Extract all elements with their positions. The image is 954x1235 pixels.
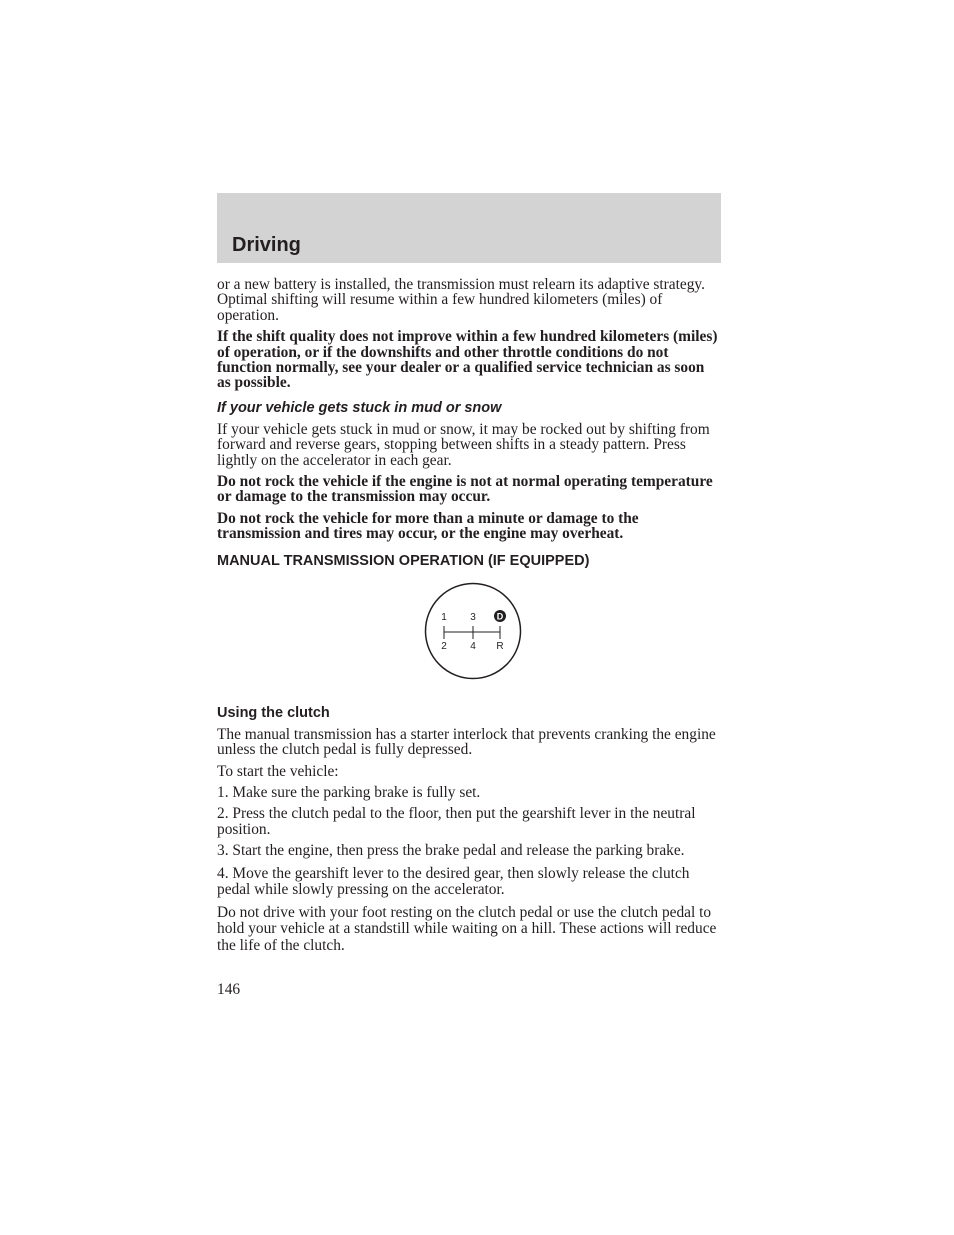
page-content — [217, 277, 721, 954]
gear-label-4: 4 — [470, 640, 476, 652]
section-title: Driving — [232, 234, 301, 256]
shift-pattern-diagram — [217, 581, 721, 687]
step-1: 1. Make sure the parking brake is fully set. — [217, 783, 481, 801]
gear-label-r: R — [496, 640, 504, 652]
paragraph-clutch-caution: Do not drive with your foot resting on the clutch pedal or use the clutch pedal to hold your vehicle at a standstill while waiting on a hill. These actions will reduce the life of the clutch. — [217, 903, 717, 954]
gear-label-1: 1 — [441, 611, 447, 623]
step-3: 3. Start the engine, then press the brake pedal and release the parking brake. — [217, 842, 685, 860]
heading-stuck-in-mud: If your vehicle gets stuck in mud or snow — [217, 399, 502, 416]
heading-manual-transmission: MANUAL TRANSMISSION OPERATION (IF EQUIPPED) — [217, 552, 590, 569]
gear-label-d: D — [496, 611, 504, 622]
step-2: 2. Press the clutch pedal to the floor, then put the gearshift lever in the neutral position. — [217, 805, 696, 838]
paragraph-rock-temperature-warning: Do not rock the vehicle if the engine is not at normal operating temperature or damage to the transmission may occur. — [217, 473, 713, 506]
heading-using-clutch: Using the clutch — [217, 704, 330, 721]
paragraph-shift-quality-warning: If the shift quality does not improve within a few hundred kilometers (miles) of operation, or if the downshifts and other throttle conditions do not function normally, see your dealer or a qualified service technician as soon as possible. — [217, 328, 718, 392]
gear-label-2: 2 — [441, 640, 447, 652]
paragraph-to-start: To start the vehicle: — [217, 762, 339, 780]
gear-label-3: 3 — [470, 611, 476, 623]
paragraph-relearn: or a new battery is installed, the transmission must relearn its adaptive strategy. Optimal shifting will resume within a few hundred kilometers (miles) of operation. — [217, 276, 705, 324]
section-header-band — [217, 193, 721, 263]
paragraph-rocking: If your vehicle gets stuck in mud or snow, it may be rocked out by shifting from forward and reverse gears, stopping between shifts in a steady pattern. Press lightly on the accelerator in each gear. — [217, 420, 710, 469]
step-4: 4. Move the gearshift lever to the desired gear, then slowly release the clutch pedal while slowly pressing on the accelerator. — [217, 864, 690, 899]
page-number: 146 — [217, 981, 241, 998]
paragraph-starter-interlock: The manual transmission has a starter interlock that prevents cranking the engine unless the clutch pedal is fully depressed. — [217, 725, 716, 759]
paragraph-rock-duration-warning: Do not rock the vehicle for more than a minute or damage to the transmission and tires may occur, or the engine may overheat. — [217, 509, 639, 543]
shift-pattern-icon — [423, 581, 523, 681]
